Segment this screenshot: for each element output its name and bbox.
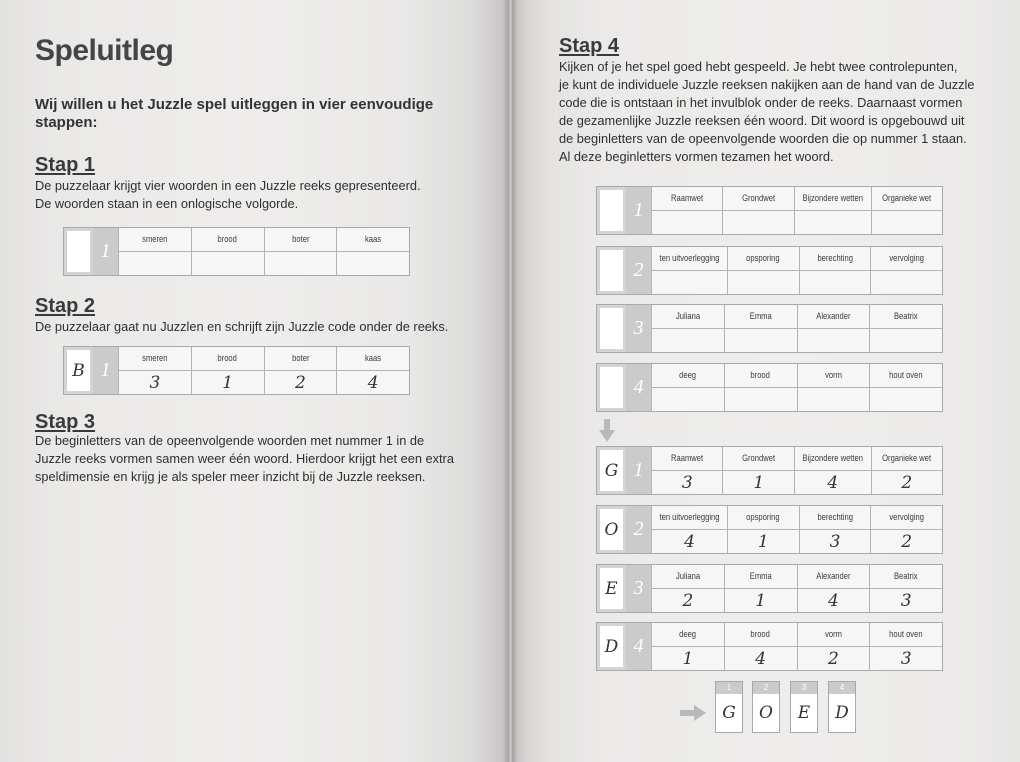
word-column	[651, 187, 722, 234]
word-column	[869, 565, 942, 612]
word-label: Emma	[749, 311, 772, 322]
juzzle-grid-empty	[596, 304, 943, 353]
juzzle-grid-empty	[596, 363, 943, 412]
arrow-right-icon	[680, 705, 706, 721]
intro-line: stappen:	[35, 114, 98, 131]
row-number: 1	[626, 187, 651, 234]
word-label: hout oven	[889, 370, 923, 381]
code-cell	[798, 329, 870, 352]
word-column	[871, 187, 942, 234]
solution-box	[752, 681, 780, 733]
word-label: Grondwet	[742, 453, 776, 464]
word-column	[118, 228, 191, 275]
step-text-line: De woorden staan in een onlogische volgorde.	[35, 196, 299, 211]
word-cell	[725, 623, 797, 647]
code-cell: 4	[367, 372, 379, 393]
word-label: smeren	[142, 234, 168, 245]
code-cell	[725, 388, 797, 411]
code-cell: 3	[900, 648, 912, 669]
word-cell	[192, 347, 264, 371]
word-cell	[870, 305, 942, 329]
word-columns	[651, 187, 942, 234]
code-cell	[265, 252, 337, 275]
letter-box	[64, 347, 93, 394]
solution-box	[828, 681, 856, 733]
word-cell	[871, 247, 942, 271]
word-cell	[652, 447, 722, 471]
page-title: Speluitleg	[35, 34, 174, 67]
word-cell	[728, 247, 799, 271]
juzzle-grid-step1	[63, 227, 410, 276]
word-column	[870, 247, 942, 294]
step-heading: Stap 2	[35, 295, 96, 317]
word-cell	[798, 364, 870, 388]
code-cell: 3	[149, 372, 161, 393]
step-heading: Stap 3	[35, 411, 96, 433]
letter-box	[597, 247, 626, 294]
code-cell: 3	[681, 472, 693, 493]
word-label: berechting	[817, 253, 853, 264]
letter-box	[597, 305, 626, 352]
word-columns	[118, 228, 409, 275]
letter-box-inner	[600, 250, 623, 291]
code-cell: 1	[222, 372, 234, 393]
code-cell	[798, 388, 870, 411]
juzzle-grid-filled	[596, 622, 943, 671]
row-number: 3	[626, 565, 651, 612]
word-cell	[725, 305, 797, 329]
code-cell	[800, 271, 871, 294]
juzzle-grid-step2	[63, 346, 410, 395]
word-cell	[119, 228, 191, 252]
word-label: vorm	[824, 370, 842, 381]
row-number: 3	[626, 305, 651, 352]
code-cell	[872, 211, 942, 234]
word-label: ten uitvoerlegging	[659, 253, 720, 264]
word-column	[651, 305, 724, 352]
letter-box-inner	[67, 231, 90, 272]
word-column	[870, 506, 942, 553]
code-cell	[652, 271, 727, 294]
word-label: brood	[750, 370, 771, 381]
word-column	[722, 447, 793, 494]
word-label: brood	[750, 629, 771, 640]
code-cell: 2	[294, 372, 306, 393]
word-column	[869, 623, 942, 670]
step-text-line: Al deze beginletters vormen tezamen het woord.	[559, 149, 834, 164]
word-cell	[870, 364, 942, 388]
word-cell	[798, 305, 870, 329]
intro-line: Wij willen u het Juzzle spel uitleggen in vier eenvoudige	[35, 96, 434, 113]
word-columns	[651, 623, 942, 670]
letter-box-inner	[600, 308, 623, 349]
grid-letter: B	[72, 360, 85, 381]
word-label: vervolging	[889, 512, 924, 523]
code-cell	[728, 271, 799, 294]
word-column	[118, 347, 191, 394]
solution-position: 2	[753, 682, 779, 694]
code-cell: 1	[755, 590, 767, 611]
word-column	[336, 228, 409, 275]
word-column	[724, 364, 797, 411]
word-column	[727, 247, 799, 294]
word-cell	[800, 247, 871, 271]
word-label: Emma	[749, 571, 772, 582]
step-text-line: de beginletters van de opeenvolgende woorden die op nummer 1 staan.	[559, 131, 967, 146]
word-label: ten uitvoerlegging	[659, 512, 720, 523]
word-column	[651, 623, 724, 670]
word-label: deeg	[679, 370, 697, 381]
word-label: kaas	[365, 353, 382, 364]
word-label: Organieke wet	[882, 193, 932, 204]
word-cell	[119, 347, 191, 371]
word-columns	[651, 364, 942, 411]
code-cell: 3	[900, 590, 912, 611]
juzzle-grid-filled	[596, 505, 943, 554]
word-column	[799, 247, 871, 294]
word-cell	[870, 623, 942, 647]
code-cell	[870, 329, 942, 352]
word-column	[797, 364, 870, 411]
word-label: Beatrix	[894, 311, 918, 322]
letter-box	[597, 187, 626, 234]
code-cell: 1	[757, 531, 769, 552]
row-number: 2	[626, 506, 651, 553]
word-label: kaas	[365, 234, 382, 245]
word-label: boter	[291, 234, 310, 245]
word-columns	[651, 506, 942, 553]
code-cell: 2	[682, 590, 694, 611]
code-cell: 3	[829, 531, 841, 552]
word-column	[869, 305, 942, 352]
word-cell	[871, 506, 942, 530]
row-number: 1	[626, 447, 651, 494]
letter-box-inner	[600, 509, 623, 550]
grid-letter: O	[604, 519, 619, 540]
word-column	[264, 228, 337, 275]
word-column	[651, 447, 722, 494]
word-label: Organieke wet	[882, 453, 932, 464]
word-column	[722, 187, 793, 234]
arrow-down-icon	[599, 419, 615, 442]
word-column	[264, 347, 337, 394]
word-label: Raamwet	[671, 193, 704, 204]
word-cell	[872, 447, 942, 471]
word-cell	[652, 187, 722, 211]
word-column	[651, 506, 727, 553]
word-cell	[725, 364, 797, 388]
step-text-line: De puzzelaar krijgt vier woorden in een Juzzle reeks gepresenteerd.	[35, 178, 421, 193]
letter-box-inner	[600, 568, 623, 609]
step-text-line: De puzzelaar gaat nu Juzzlen en schrijft zijn Juzzle code onder de reeks.	[35, 319, 449, 334]
word-cell	[652, 623, 724, 647]
word-label: boter	[291, 353, 310, 364]
letter-box-inner	[600, 626, 623, 667]
solution-position: 4	[829, 682, 855, 694]
word-column	[869, 364, 942, 411]
word-cell	[652, 565, 724, 589]
code-cell	[192, 252, 264, 275]
word-column	[871, 447, 942, 494]
step-text-line: speldimensie en krijg je als speler meer inzicht bij de Juzzle reeksen.	[35, 469, 426, 484]
row-number: 1	[93, 347, 118, 394]
code-cell	[337, 252, 409, 275]
row-number: 1	[93, 228, 118, 275]
letter-box	[597, 447, 626, 494]
word-columns	[651, 565, 942, 612]
word-cell	[723, 447, 793, 471]
code-cell: 4	[827, 590, 839, 611]
word-columns	[651, 247, 942, 294]
word-cell	[872, 187, 942, 211]
code-cell: 1	[682, 648, 694, 669]
code-cell	[652, 211, 722, 234]
code-cell: 1	[753, 472, 765, 493]
code-cell: 2	[827, 648, 839, 669]
word-label: Juliana	[675, 311, 700, 322]
juzzle-grid-filled	[596, 564, 943, 613]
solution-letter: G	[722, 703, 736, 723]
word-cell	[192, 228, 264, 252]
word-columns	[651, 447, 942, 494]
step-text-line: code die is ontstaan in het invulblok onder de reeks. Daarnaast vormen	[559, 95, 963, 110]
step-text-line: De beginletters van de opeenvolgende woorden met nummer 1 in de	[35, 433, 425, 448]
code-cell: 4	[684, 531, 695, 552]
code-cell	[652, 329, 724, 352]
word-cell	[795, 447, 871, 471]
solution-box	[715, 681, 743, 733]
grid-letter: G	[604, 460, 619, 481]
word-cell	[798, 623, 870, 647]
step-text-line: Kijken of je het spel goed hebt gespeeld. Je hebt twee controlepunten,	[559, 59, 958, 74]
word-columns	[118, 347, 409, 394]
solution-letter: D	[835, 703, 849, 723]
step-heading: Stap 1	[35, 154, 96, 176]
letter-box-inner	[600, 190, 623, 231]
letter-box	[597, 506, 626, 553]
letter-box	[597, 364, 626, 411]
word-label: Bijzondere wetten	[802, 453, 863, 464]
word-label: Bijzondere wetten	[802, 193, 863, 204]
word-cell	[652, 247, 727, 271]
letter-box	[597, 623, 626, 670]
word-column	[794, 187, 871, 234]
word-cell	[870, 565, 942, 589]
step-text-line: Juzzle reeks vormen samen weer één woord. Hierdoor krijgt het een extra	[35, 451, 454, 466]
word-cell	[265, 228, 337, 252]
word-cell	[795, 187, 871, 211]
word-column	[724, 623, 797, 670]
word-cell	[798, 565, 870, 589]
word-cell	[652, 506, 727, 530]
row-number: 4	[626, 623, 651, 670]
word-cell	[728, 506, 799, 530]
step-text-line: je kunt de individuele Juzzle reeksen nakijken aan de hand van de Juzzle	[559, 77, 975, 92]
letter-box-inner	[600, 450, 623, 491]
word-column	[794, 447, 871, 494]
word-label: opsporing	[746, 253, 781, 264]
word-label: opsporing	[746, 512, 781, 523]
word-cell	[337, 347, 409, 371]
word-label: vervolging	[889, 253, 924, 264]
word-column	[724, 565, 797, 612]
word-label: brood	[217, 234, 238, 245]
code-cell	[795, 211, 871, 234]
solution-position: 3	[791, 682, 817, 694]
solution-letter: E	[797, 703, 811, 723]
word-column	[724, 305, 797, 352]
word-column	[797, 305, 870, 352]
word-column	[651, 247, 727, 294]
word-label: brood	[217, 353, 238, 364]
code-cell	[725, 329, 797, 352]
letter-box-inner	[67, 350, 90, 391]
code-cell	[723, 211, 793, 234]
letter-box	[64, 228, 93, 275]
step-heading: Stap 4	[559, 35, 620, 57]
word-label: vorm	[824, 629, 842, 640]
word-label: Raamwet	[671, 453, 704, 464]
code-cell: 4	[755, 648, 767, 669]
word-column	[651, 565, 724, 612]
word-cell	[723, 187, 793, 211]
word-column	[799, 506, 871, 553]
code-cell	[652, 388, 724, 411]
word-column	[651, 364, 724, 411]
word-columns	[651, 305, 942, 352]
book-spine	[503, 0, 517, 762]
juzzle-grid-filled	[596, 446, 943, 495]
word-label: berechting	[817, 512, 853, 523]
code-cell: 2	[901, 531, 913, 552]
word-label: Alexander	[816, 571, 851, 582]
word-column	[797, 565, 870, 612]
word-label: deeg	[679, 629, 697, 640]
word-label: Juliana	[675, 571, 700, 582]
letter-box	[597, 565, 626, 612]
word-cell	[265, 347, 337, 371]
code-cell: 4	[827, 472, 839, 493]
word-label: hout oven	[889, 629, 923, 640]
solution-position: 1	[716, 682, 742, 694]
word-column	[336, 347, 409, 394]
row-number: 4	[626, 364, 651, 411]
grid-letter: E	[605, 578, 618, 599]
juzzle-grid-empty	[596, 246, 943, 295]
word-column	[727, 506, 799, 553]
word-label: Beatrix	[894, 571, 918, 582]
solution-letter: O	[759, 703, 773, 723]
row-number: 2	[626, 247, 651, 294]
word-label: smeren	[142, 353, 168, 364]
word-column	[191, 347, 264, 394]
word-cell	[652, 305, 724, 329]
code-cell	[119, 252, 191, 275]
word-column	[797, 623, 870, 670]
word-label: Alexander	[816, 311, 851, 322]
word-column	[191, 228, 264, 275]
juzzle-grid-empty	[596, 186, 943, 235]
code-cell	[870, 388, 942, 411]
word-label: Grondwet	[742, 193, 776, 204]
code-cell	[871, 271, 942, 294]
word-cell	[337, 228, 409, 252]
code-cell: 2	[901, 472, 913, 493]
grid-letter: D	[604, 636, 619, 657]
word-cell	[800, 506, 871, 530]
step-text-line: de gezamenlijke Juzzle reeksen één woord. Dit woord is opgebouwd uit	[559, 113, 965, 128]
word-cell	[652, 364, 724, 388]
solution-box	[790, 681, 818, 733]
letter-box-inner	[600, 367, 623, 408]
word-cell	[725, 565, 797, 589]
